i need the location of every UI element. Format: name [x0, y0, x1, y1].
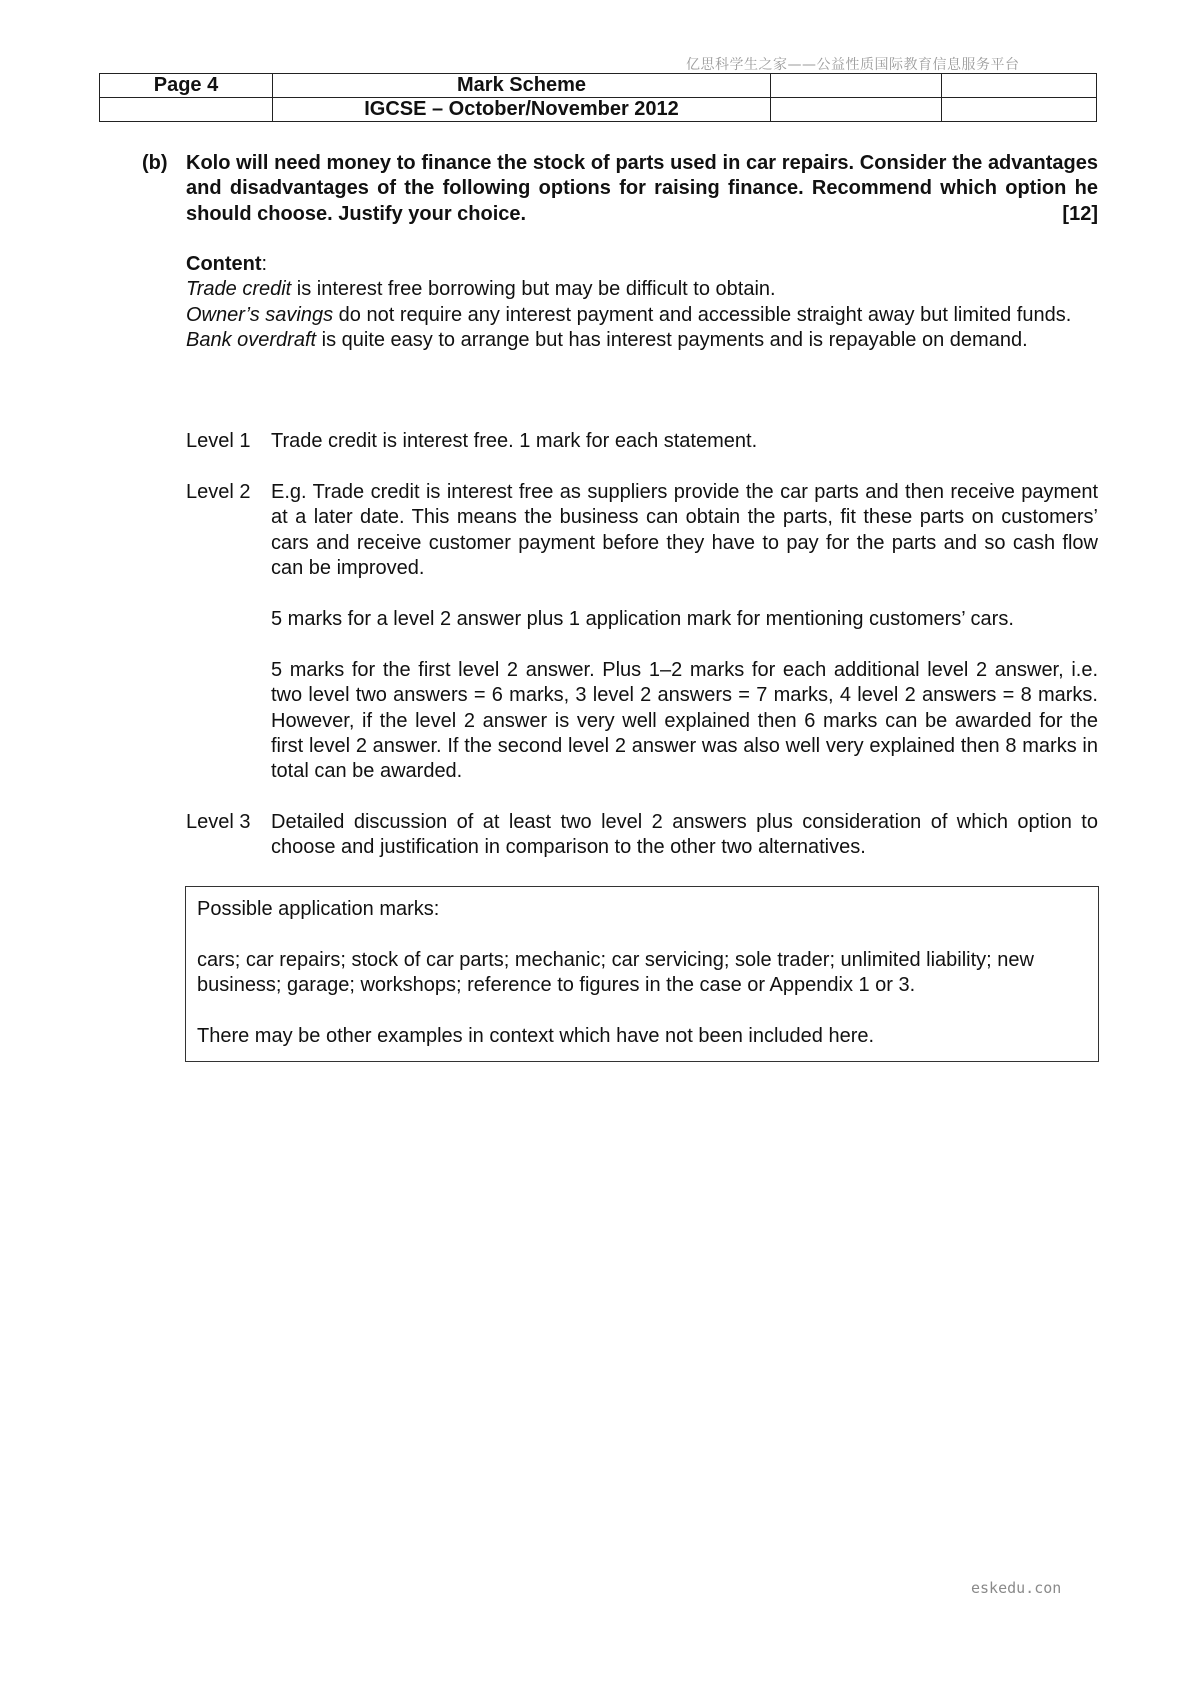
watermark: 亿思科学生之家——公益性质国际教育信息服务平台 — [686, 57, 1020, 73]
level-text — [271, 480, 1098, 785]
application-heading: Possible application marks: — [197, 898, 440, 920]
level-text — [271, 810, 1098, 861]
header-cell-empty — [771, 98, 942, 122]
page-number: Page 4 — [100, 74, 273, 98]
content-text: do not require any interest payment and accessible straight away but limited funds. — [333, 303, 1072, 326]
content-heading-colon: : — [261, 253, 268, 275]
question-body: Kolo will need money to finance the stock of parts used in car repairs. Consider the advantages and disadvantages of the following options for raising finance. Recommend which option he should choose. Justify your choice. — [186, 152, 1098, 225]
application-note: There may be other examples in context which have not been included here. — [197, 1025, 875, 1047]
level-paragraph: Detailed discussion of at least two level 2 answers plus consideration of which option to choose and justification in comparison to the other two alternatives. — [271, 811, 1098, 859]
content-item-bank-overdraft — [186, 328, 1098, 353]
content-section — [186, 252, 1098, 354]
exam-session: IGCSE – October/November 2012 — [273, 98, 771, 122]
level-paragraph: Trade credit is interest free. 1 mark for each statement. — [271, 430, 758, 452]
content-term: Trade credit — [186, 278, 292, 301]
header-table — [99, 73, 1097, 122]
header-cell-empty — [942, 74, 1097, 98]
question-label: (b) — [142, 152, 168, 174]
question-marks: [12] — [1062, 202, 1098, 225]
content-term: Owner’s savings — [186, 303, 334, 326]
level-paragraph: 5 marks for a level 2 answer plus 1 application mark for mentioning customers’ cars. — [271, 608, 1014, 631]
header-cell-empty — [942, 98, 1097, 122]
content-heading-line — [186, 252, 1098, 277]
content-item-owners-savings — [186, 303, 1098, 328]
level-label: Level 3 — [186, 811, 251, 833]
header-cell-empty — [100, 98, 273, 122]
question-text — [186, 151, 1098, 227]
level-label: Level 1 — [186, 430, 251, 452]
application-marks-box — [185, 886, 1099, 1062]
content-item-trade-credit — [186, 277, 1098, 302]
application-examples: cars; car repairs; stock of car parts; mechanic; car servicing; sole trader; unlimited liability; new business; garage; workshops; reference to figures in the case or Appendix 1 or 3. — [197, 948, 1034, 997]
content-term: Bank overdraft — [186, 329, 317, 352]
content-heading: Content — [186, 253, 262, 275]
level-paragraph: 5 marks for the first level 2 answer. Plus 1–2 marks for each additional level 2 answer, i.e. two level two answers = 6 marks, 3 level 2 answers = 7 marks, 4 level 2 answers = 8 marks. However, if the level 2 answer is very well explained then 6 marks can be awarded for the first level 2 answer. If the second level 2 answer was also well very explained then 8 marks in total can be awarded. — [271, 658, 1098, 783]
content-text: is quite easy to arrange but has interest payments and is repayable on demand. — [316, 329, 1028, 352]
content-text: is interest free borrowing but may be difficult to obtain. — [291, 278, 776, 301]
header-cell-empty — [771, 74, 942, 98]
footer-watermark: eskedu.con — [971, 1579, 1062, 1597]
document-title: Mark Scheme — [273, 74, 771, 98]
level-label: Level 2 — [186, 481, 251, 503]
level-paragraph: E.g. Trade credit is interest free as suppliers provide the car parts and then receive payment at a later date. This means the business can obtain the parts, fit these parts on customers’ cars and receive customer payment before they have to pay for the parts and so cash flow can be improved. — [271, 481, 1098, 580]
level-text — [271, 429, 1098, 454]
